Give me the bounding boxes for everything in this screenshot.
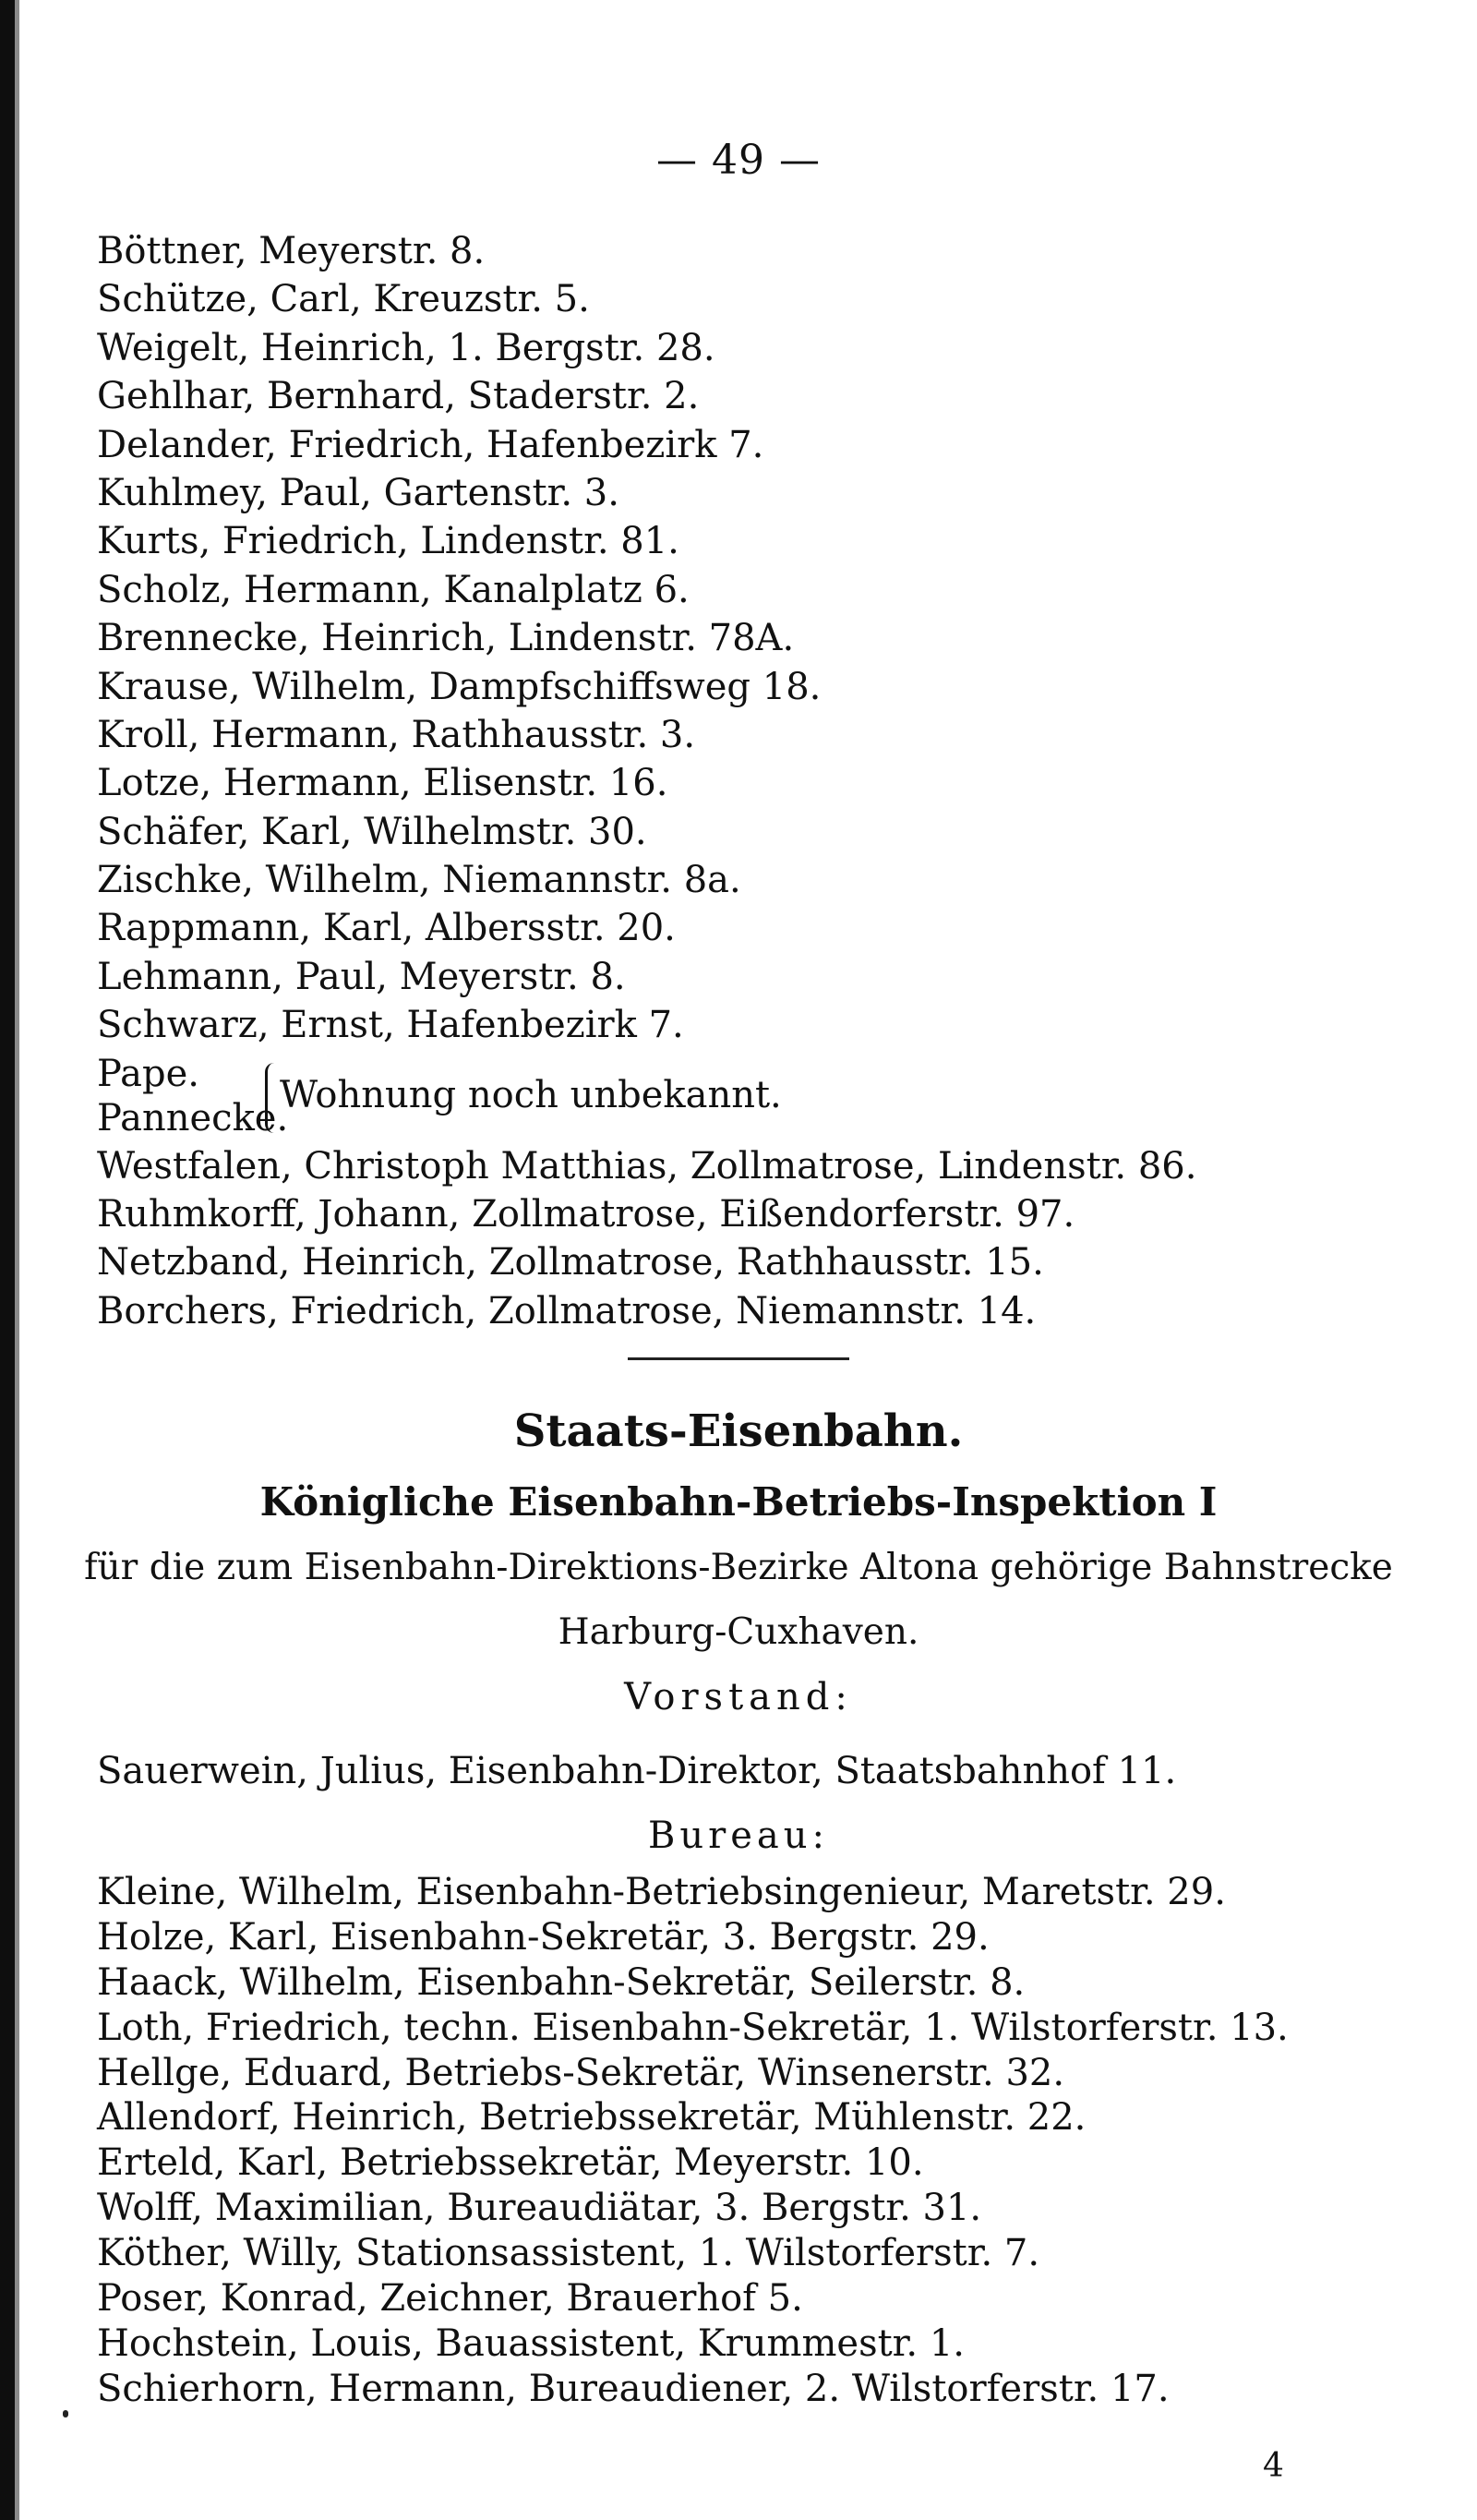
list-item: Scholz, Hermann, Kanalplatz 6. [97,568,690,611]
list-item: Kleine, Wilhelm, Eisenbahn-Betriebsingenieur, Maretstr. 29. [97,1871,1226,1913]
book-spine-shadow [0,0,15,2520]
book-spine-edge [15,0,19,2520]
list-item: Holze, Karl, Eisenbahn-Sekretär, 3. Bergstr. 29. [97,1915,990,1959]
brace-name: Pape. [97,1052,199,1095]
list-item: Weigelt, Heinrich, 1. Bergstr. 28. [97,326,715,369]
list-item: Schierhorn, Hermann, Bureaudiener, 2. Wilstorferstr. 17. [97,2367,1170,2410]
list-item: Poser, Konrad, Zeichner, Brauerhof 5. [97,2277,803,2321]
ink-speck [63,2410,68,2418]
brace-note: Wohnung noch unbekannt. [280,1073,782,1116]
section-title: Staats-Eisenbahn. [513,1405,964,1457]
page-number: — 49 — [656,137,821,184]
list-item: Hellge, Eduard, Betriebs-Sekretär, Winsenerstr. 32. [97,2051,1065,2094]
list-item: Haack, Wilhelm, Eisenbahn-Sekretär, Seilerstr. 8. [97,1960,1026,2004]
list-item: Schäfer, Karl, Wilhelmstr. 30. [97,810,647,853]
signature-mark: 4 [1263,2447,1284,2485]
list-item: Gehlhar, Bernhard, Staderstr. 2. [97,375,700,418]
list-item: Kroll, Hermann, Rathhausstr. 3. [97,713,696,756]
list-item: Delander, Friedrich, Hafenbezirk 7. [97,423,764,466]
list-item: Wolff, Maximilian, Bureaudiätar, 3. Bergstr. 31. [97,2187,982,2230]
list-item: Schwarz, Ernst, Hafenbezirk 7. [97,1004,684,1047]
list-item: Loth, Friedrich, techn. Eisenbahn-Sekretär, 1. Wilstorferstr. 13. [97,2006,1289,2049]
list-item: Zischke, Wilhelm, Niemannstr. 8a. [97,859,741,902]
section-description: für die zum Eisenbahn-Direktions-Bezirke Altona gehörige Bahnstrecke [84,1547,1393,1588]
vorstand-heading: Vorstand: [624,1676,853,1718]
brace-group [97,1050,1196,1142]
list-item: Köther, Willy, Stationsassistent, 1. Wilstorferstr. 7. [97,2232,1040,2275]
list-item: Hochstein, Louis, Bauassistent, Krummestr. 1. [97,2321,965,2365]
list-item: Ruhmkorff, Johann, Zollmatrose, Eißendorferstr. 97. [97,1193,1075,1236]
brace-names [97,1052,288,1140]
section-divider [628,1357,849,1360]
resident-list [97,227,1196,1335]
list-item: Brennecke, Heinrich, Lindenstr. 78A. [97,617,795,660]
bureau-list [97,1870,1289,2412]
curly-brace-icon [265,1063,281,1133]
list-item: Erteld, Karl, Betriebssekretär, Meyerstr. 10. [97,2141,924,2185]
list-item: Westfalen, Christoph Matthias, Zollmatrose, Lindenstr. 86. [97,1144,1197,1188]
list-item: Lotze, Hermann, Elisenstr. 16. [97,762,668,805]
list-item: Rappmann, Karl, Albersstr. 20. [97,907,676,950]
list-item: Kuhlmey, Paul, Gartenstr. 3. [97,471,619,514]
list-item: Allendorf, Heinrich, Betriebssekretär, Mühlenstr. 22. [97,2096,1087,2140]
director-entry: Sauerwein, Julius, Eisenbahn-Direktor, Staatsbahnhof 11. [97,1750,1177,1792]
bureau-heading: Bureau: [647,1815,830,1857]
list-item: Lehmann, Paul, Meyerstr. 8. [97,955,626,998]
section-description-line2: Harburg-Cuxhaven. [558,1611,919,1653]
list-item: Netzband, Heinrich, Zollmatrose, Rathhausstr. 15. [97,1241,1044,1284]
list-item: Krause, Wilhelm, Dampfschiffsweg 18. [97,665,822,708]
list-item: Böttner, Meyerstr. 8. [97,230,486,272]
list-item: Schütze, Carl, Kreuzstr. 5. [97,278,590,321]
list-item: Kurts, Friedrich, Lindenstr. 81. [97,520,679,563]
list-item: Borchers, Friedrich, Zollmatrose, Niemannstr. 14. [97,1289,1037,1332]
section-subtitle: Königliche Eisenbahn-Betriebs-Inspektion I [259,1479,1218,1525]
brace-name: Pannecke. [97,1096,289,1139]
